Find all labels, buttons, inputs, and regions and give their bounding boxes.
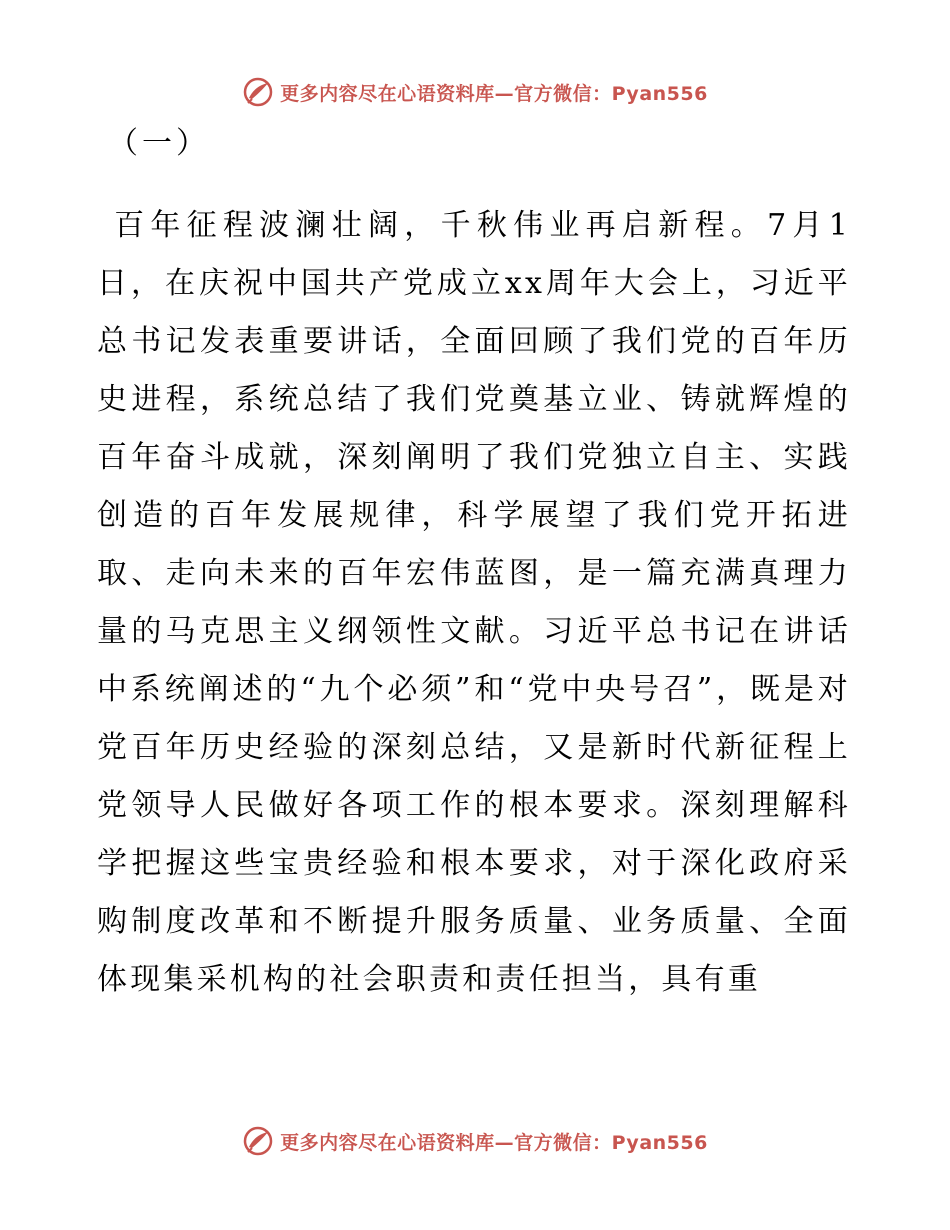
header-banner-text: 更多内容尽在心语资料库—官方微信：Pyan556 <box>280 82 708 105</box>
header-watermark-banner <box>0 72 950 112</box>
red-quill-logo-icon <box>242 1125 274 1157</box>
body-paragraph-text: 百年征程波澜壮阔，千秋伟业再启新程。7月1日，在庆祝中国共产党成立xx周年大会上，习近平总书记发表重要讲话，全面回顾了我们党的百年历史进程，系统总结了我们党奠基立业、铸就辉煌的百年奋斗成就，深刻阐明了我们党独立自主、实践创造的百年发展规律，科学展望了我们党开拓进取、走向未来的百年宏伟蓝图，是一篇充满真理力量的马克思主义纲领性文献。习近平总书记在讲话中系统阐述的“九个必须”和“党中央号召”，既是对党百年历史经验的深刻总结，又是新时代新征程上党领导人民做好各项工作的根本要求。深刻理解科学把握这些宝贵经验和根本要求，对于深化政府采购制度改革和不断提升服务质量、业务质量、全面体现集采机构的社会职责和责任担当，具有重 <box>97 208 851 997</box>
red-quill-logo-icon <box>242 76 274 108</box>
footer-banner-text: 更多内容尽在心语资料库—官方微信：Pyan556 <box>280 1131 708 1154</box>
section-heading: （一） <box>108 126 210 161</box>
footer-watermark-banner <box>0 1121 950 1161</box>
body-paragraph <box>97 197 851 1009</box>
